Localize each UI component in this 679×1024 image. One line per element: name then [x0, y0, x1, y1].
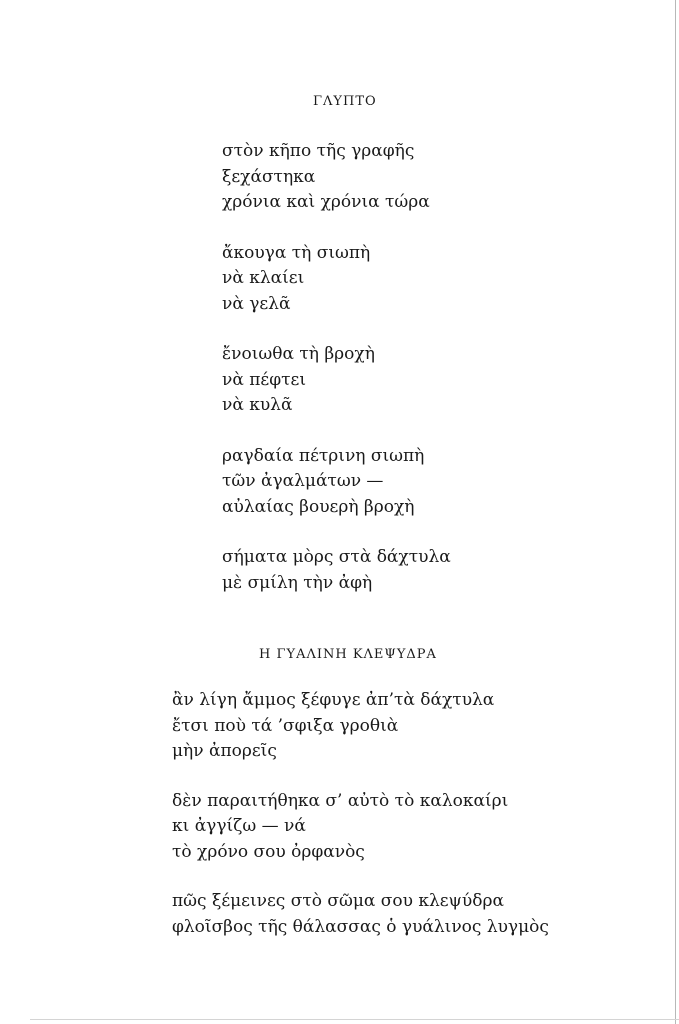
- stanza: [222, 241, 451, 318]
- stanza: [172, 889, 549, 940]
- poem-line: στὸν κῆπο τῆς γραφῆς: [222, 141, 415, 161]
- poem-body: [172, 688, 549, 964]
- stanza: [222, 444, 451, 521]
- poem-body: [222, 139, 451, 621]
- poem-line: τὸ χρόνο σου ὀρφανὸς: [172, 841, 365, 862]
- stanza: [172, 688, 549, 765]
- poem-line: μὴν ἀπορεῖς: [172, 741, 277, 761]
- poem-line: νὰ κυλᾶ: [222, 395, 293, 415]
- poem-line: νὰ γελᾶ: [222, 293, 291, 314]
- poem-line: σήματα μὸρς στὰ δάχτυλα: [222, 547, 451, 567]
- poem-title: Η ΓΥΑΛΙΝΗ ΚΛΕΨΥΔΡΑ: [259, 647, 437, 662]
- poem-line: ραγδαία πέτρινη σιωπὴ: [222, 445, 425, 466]
- poem-line: ἔτσι ποὺ τά ’σφιξα γροθιὰ: [172, 715, 399, 736]
- poem-line: κι ἀγγίζω — νά: [172, 816, 306, 836]
- poem-line: μὲ σμίλη τὴν ἀφὴ: [222, 572, 373, 593]
- stanza: [222, 545, 451, 596]
- poem-line: ἔνοιωθα τὴ βροχὴ: [222, 344, 375, 364]
- poem-title: ΓΛΥΠΤΟ: [313, 94, 377, 109]
- poem-line: αὐλαίας βουερὴ βροχὴ: [222, 496, 415, 517]
- stanza: [222, 139, 451, 216]
- poem-line: ξεχάστηκα: [222, 166, 316, 187]
- scan-edge-right: [675, 0, 676, 1024]
- poem-line: ἄκουγα τὴ σιωπὴ: [222, 242, 371, 263]
- poem-line: ἂν λίγη ἄμμος ξέφυγε ἀπ’τὰ δάχτυλα: [172, 690, 495, 710]
- scan-edge-bottom: [30, 1019, 679, 1020]
- poem-line: νὰ πέφτει: [222, 369, 306, 390]
- poem-line: πῶς ξέμεινες στὸ σῶμα σου κλεψύδρα: [172, 891, 504, 911]
- stanza: [222, 342, 451, 419]
- poem-line: τῶν ἀγαλμάτων —: [222, 471, 384, 491]
- poem-line: φλοῖσβος τῆς θάλασσας ὁ γυάλινος λυγμὸς: [172, 916, 549, 937]
- poem-line: δὲν παραιτήθηκα σ’ αὐτὸ τὸ καλοκαίρι: [172, 790, 509, 811]
- poem-line: χρόνια καὶ χρόνια τώρα: [222, 192, 430, 212]
- poem-line: νὰ κλαίει: [222, 268, 305, 288]
- stanza: [172, 789, 549, 866]
